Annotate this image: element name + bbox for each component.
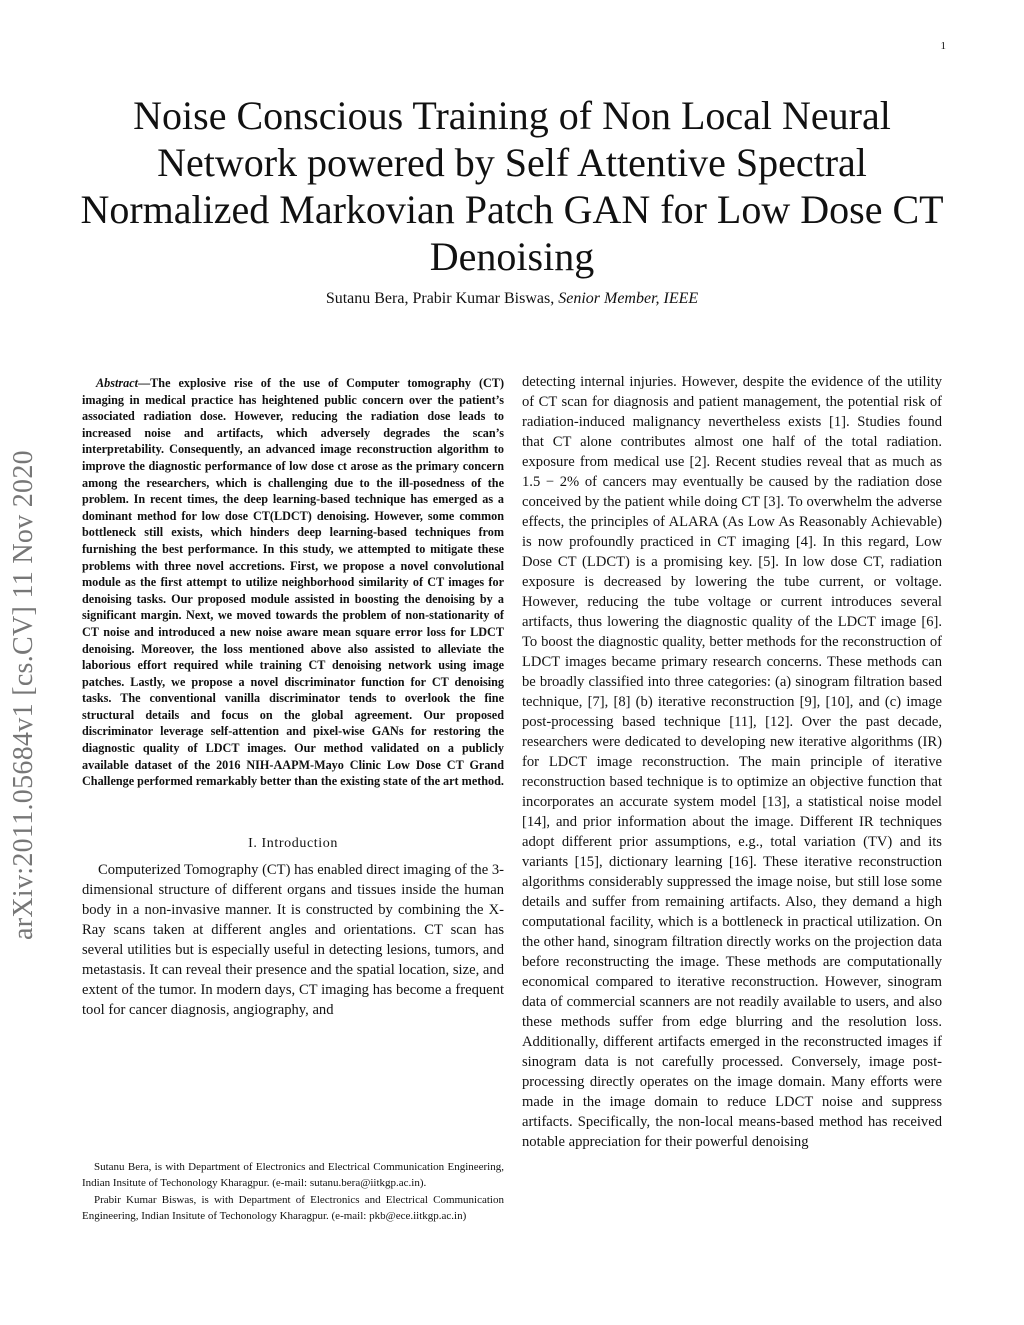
right-column-text: detecting internal injuries. However, despite the evidence of the utility of CT scan for diagnosis and patient management, the potential risk of radiation-induced malignancy nevertheless exists [1]. Studies found that CT alone contributes almost one half of the total radiation. exposure from medical use [2]. Recent studies reveal that as much as 1.5 − 2% of cancers may eventually be caused by the radiation dose conceived by the patient while doing CT [3]. To overwhelm the adverse effects, the principles of ALARA (As Low As Reasonably Achievable) is now profoundly practiced in CT imaging [4]. In this regard, Low Dose CT (LDCT) is a promising key. [5]. In low dose CT, radiation exposure is decreased by lowering the tube current, or voltage. However, reducing the tube voltage or current introduces several artifacts, thus lowering the diagnostic quality of the LDCT image [6]. To boost the diagnostic quality, better methods for the reconstruction of LDCT images became primary research concerns. These methods can be broadly classified into three categories: (a) sinogram filtration based technique, [7], [8] (b) iterative reconstruction [9], [10], and (c) image post-processing based technique [11], [12]. Over the past decade, researchers were dedicated to developing new iterative algorithms (IR) for LDCT image reconstruction. The main principle of iterative reconstruction based technique is to optimize an objective function that incorporates an accurate system model [13], a statistical noise model [14], and prior information about the image. Different IR techniques adopt different prior assumptions, e.g., total variation (TV) and its variants [15], dictionary learning [16]. These iterative reconstruction algorithms considerably suppressed the image noise, but still lose some details and suffer from remaining artifacts. Also, they demand a high computational facility, which is a bottleneck in practical utilization. On the other hand, sinogram filtration directly works on the projection data before reconstructing the image. These methods are computationally economical compared to iterative reconstruction. However, sinogram data of commercial scanners are not readily available to users, and also these methods suffer from edge blurring and the resolution loss. Additionally, different artifacts emerged in the reconstructed images if sinogram data is not carefully processed. Conversely, image post-processing directly operates on the image domain. Many efforts were made in the image domain to reduce LDCT noise and suppress artifacts. Specifically, the non-local means-based method has received notable appreciation for their powerful denoising [522, 374, 942, 1150]
intro-text: Computerized Tomography (CT) has enabled direct imaging of the 3-dimensional structure of different organs and tissues inside the human body in a non-invasive manner. It is constructed by combining the X-Ray scans taken at different angles and orientations. CT scan has several utilities but is especially useful in detecting lesions, tumors, and metastasis. It can reveal their presence and the spatial location, size, and extent of the tumor. In modern days, CT imaging has become a frequent tool for cancer diagnosis, angiography, and [82, 861, 505, 1018]
intro-paragraph [82, 860, 504, 1020]
footnotes [82, 1160, 504, 1226]
abstract-text: —The explosive rise of the use of Computer tomography (CT) imaging in medical practice has heightened public concern over the patient’s associated radiation dose. However, reducing the radiation dose leads to increased noise and artifacts, which adversely degrades the scan’s interpretability. Consequently, an advanced image reconstruction algorithm to improve the diagnostic performance of low dose ct arose as the primary concern among the researchers, which is challenging due to the ill-posedness of the problem. In recent times, the deep learning-based technique has emerged as a dominant method for low dose CT(LDCT) denoising. However, some common bottleneck still exists, which hinders deep learning-based techniques from furnishing the best performance. In this study, we attempted to mitigate these problems with three novel accretions. First, we propose a novel convolutional module as the first attempt to utilize neighborhood similarity of CT images for denoising tasks. Our proposed module assisted in boosting the denoising by a significant margin. Next, we moved towards the problem of non-stationarity of CT noise and introduced a new noise aware mean square error loss for LDCT denoising. Moreover, the loss mentioned above also assisted to alleviate the laborious effort required while training CT denoising network using image patches. Lastly, we propose a novel discriminator function for CT denoising tasks. The conventional vanilla discriminator tends to overlook the fine structural details and focus on the global agreement. Our proposed discriminator leverage self-attention and pixel-wise GANs for restoring the diagnostic quality of LDCT images. Our method validated on a publicly available dataset of the 2016 NIH-AAPM-Mayo Clinic Low Dose CT Grand Challenge performed remarkably better than the existing state of the art method. [82, 376, 504, 789]
authors-line [80, 290, 944, 308]
author-names: Sutanu Bera, Prabir Kumar Biswas, [325, 290, 555, 307]
right-column [522, 372, 942, 1152]
page-number: 1 [940, 40, 946, 52]
footnote-1-text: Sutanu Bera, is with Department of Electronics and Electrical Communication Engineering, Indian Insitute of Techonology Kharagpur. (e-mail: sutanu.bera@iitkgp.ac.in). [82, 1161, 504, 1189]
arxiv-stamp: arXiv:2011.05684v1 [cs.CV] 11 Nov 2020 [8, 450, 39, 940]
footnote-2 [82, 1193, 504, 1224]
abstract-lead: Abstract [96, 376, 138, 390]
left-column [82, 375, 504, 1020]
abstract [82, 375, 504, 790]
paper-title: Noise Conscious Training of Non Local Neural Network powered by Self Attentive Spectral Normalized Markovian Patch GAN for Low Dose CT Denoising [80, 93, 944, 279]
footnote-2-text: Prabir Kumar Biswas, is with Department of Electronics and Electrical Communication Engineering, Indian Insitute of Techonology Kharagpur. (e-mail: pkb@ece.iitkgp.ac.in) [82, 1194, 504, 1222]
author-affiliation: Senior Member, IEEE [558, 290, 699, 307]
footnote-1 [82, 1160, 504, 1191]
section-heading: I. Introduction [248, 835, 338, 851]
